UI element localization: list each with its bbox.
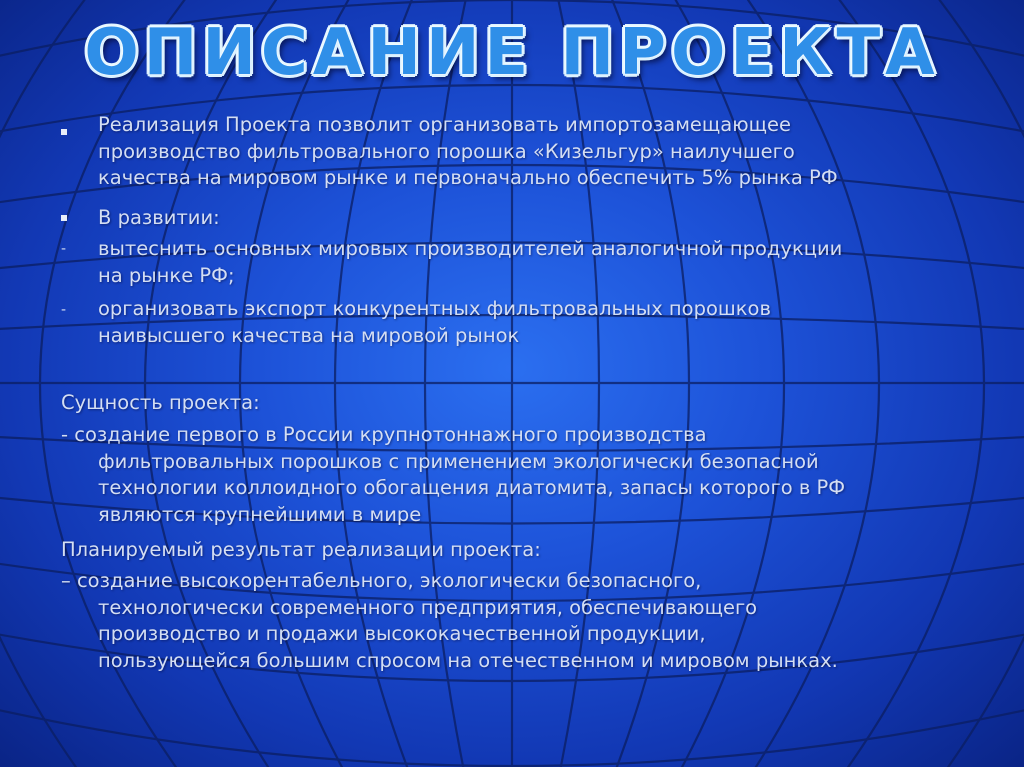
text-line: фильтровальных порошков с применением экологически безопасной: [98, 449, 819, 473]
page-title: ОПИСАНИЕ ПРОЕКТА: [84, 16, 940, 90]
essence-text: [61, 422, 1001, 528]
bullet-text: [98, 205, 998, 232]
bullet-text: [98, 296, 998, 349]
essence-heading: Сущность проекта:: [61, 391, 260, 414]
text-line: являются крупнейшими в мире: [98, 502, 422, 526]
text-line: - создание первого в России крупнотоннажного производства: [61, 423, 707, 446]
text-line: В развитии:: [98, 206, 220, 229]
bullet-square-marker: [61, 215, 67, 221]
bullet-text: [98, 112, 998, 192]
text-line: технологически современного предприятия, обеспечивающего: [98, 595, 758, 619]
text-line: наивысшего качества на мировой рынок: [98, 323, 520, 347]
text-line: Реализация Проекта позволит организовать импортозамещающее: [98, 113, 792, 136]
text-line: пользующейся большим спросом на отечественном и мировом рынках.: [98, 648, 838, 672]
result-text: [61, 568, 1001, 674]
text-line: производство фильтровального порошка «Кизельгур» наилучшего: [98, 139, 795, 163]
bullet-dash-marker: -: [61, 302, 67, 318]
text-line: качества на мировом рынке и первоначально обеспечить 5% рынка РФ: [98, 166, 838, 189]
bullet-square-marker: [61, 129, 67, 135]
text-line: организовать экспорт конкурентных фильтровальных порошков: [98, 297, 771, 320]
result-heading: Планируемый результат реализации проекта:: [61, 538, 541, 561]
text-line: технологии коллоидного обогащения диатомита, запасы которого в РФ: [98, 476, 846, 499]
bullet-text: [98, 236, 998, 289]
text-line: на рынке РФ;: [98, 263, 235, 287]
text-line: производство и продажи высококачественной продукции,: [98, 622, 706, 645]
bullet-dash-marker: -: [61, 241, 67, 257]
text-line: – создание высокорентабельного, экологически безопасного,: [61, 569, 702, 592]
text-line: вытеснить основных мировых производителей аналогичной продукции: [98, 237, 843, 260]
